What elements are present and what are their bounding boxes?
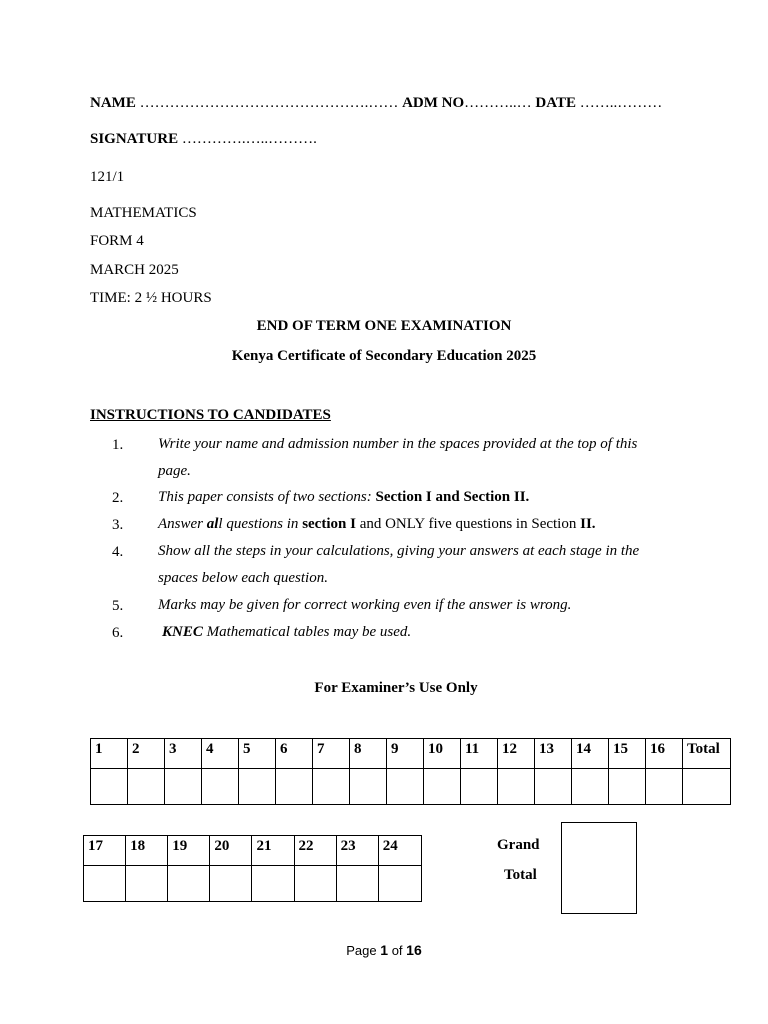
mark-cell[interactable] bbox=[535, 769, 572, 805]
question-number-cell: 1 bbox=[91, 739, 128, 769]
mark-cell[interactable] bbox=[91, 769, 128, 805]
question-number-cell: 18 bbox=[126, 836, 168, 866]
adm-no-label: ADM NO bbox=[402, 95, 465, 111]
examiner-heading: For Examiner’s Use Only bbox=[314, 680, 478, 696]
mark-cell[interactable] bbox=[239, 769, 276, 805]
date-field[interactable]: ……..……… bbox=[575, 95, 663, 111]
marks-table-2 bbox=[83, 835, 422, 902]
question-number-cell: 10 bbox=[424, 739, 461, 769]
adm-no-field[interactable]: ………..… bbox=[464, 95, 536, 111]
exam-title: END OF TERM ONE EXAMINATION bbox=[256, 318, 512, 334]
mark-cell[interactable] bbox=[313, 769, 350, 805]
question-number-cell: 21 bbox=[252, 836, 294, 866]
instruction-text-bold: II. bbox=[580, 516, 596, 532]
name-label: NAME bbox=[90, 95, 136, 111]
current-page-number: 1 bbox=[380, 942, 389, 958]
instructions-heading: INSTRUCTIONS TO CANDIDATES bbox=[90, 407, 331, 423]
candidate-details-line bbox=[90, 94, 662, 112]
exam-time: TIME: 2 ½ HOURS bbox=[90, 290, 212, 306]
instruction-number: 4. bbox=[112, 544, 124, 560]
question-number-cell: 7 bbox=[313, 739, 350, 769]
instruction-text: Write your name and admission number in the spaces provided at the top of this page. bbox=[158, 436, 638, 479]
grand-total-label-line-2: Total bbox=[504, 867, 537, 883]
exam-subtitle: Kenya Certificate of Secondary Education 2025 bbox=[231, 348, 537, 364]
total-header-cell: Total bbox=[683, 739, 731, 769]
instruction-text-bold: al bbox=[206, 516, 219, 532]
question-number-cell: 6 bbox=[276, 739, 313, 769]
mark-cell[interactable] bbox=[498, 769, 535, 805]
question-number-cell: 19 bbox=[168, 836, 210, 866]
question-number-cell: 24 bbox=[378, 836, 421, 866]
instruction-number: 1. bbox=[112, 437, 124, 453]
mark-cell[interactable] bbox=[387, 769, 424, 805]
signature-label: SIGNATURE bbox=[90, 131, 179, 147]
mark-cell[interactable] bbox=[609, 769, 646, 805]
mark-cell[interactable] bbox=[128, 769, 165, 805]
mark-cell[interactable] bbox=[210, 866, 252, 902]
paper-code: 121/1 bbox=[90, 169, 125, 185]
instruction-text-bold: Section I and Section II. bbox=[375, 489, 530, 505]
mark-cell[interactable] bbox=[424, 769, 461, 805]
mark-cell[interactable] bbox=[294, 866, 336, 902]
question-number-cell: 11 bbox=[461, 739, 498, 769]
mark-cell[interactable] bbox=[461, 769, 498, 805]
question-number-cell: 2 bbox=[128, 739, 165, 769]
question-number-cell: 22 bbox=[294, 836, 336, 866]
instruction-number: 3. bbox=[112, 517, 124, 533]
marks-table-1 bbox=[90, 738, 731, 805]
question-number-cell: 4 bbox=[202, 739, 239, 769]
page-word: Page bbox=[346, 943, 377, 958]
instruction-text-part: This paper consists of two sections: bbox=[158, 489, 376, 505]
instruction-text-part: Answer bbox=[158, 516, 207, 532]
mark-cell[interactable] bbox=[126, 866, 168, 902]
instruction-text: Marks may be given for correct working even if the answer is wrong. bbox=[158, 597, 572, 613]
question-number-cell: 20 bbox=[210, 836, 252, 866]
signature-field[interactable]: ………….…..………. bbox=[178, 131, 317, 147]
question-number-cell: 15 bbox=[609, 739, 646, 769]
question-number-cell: 14 bbox=[572, 739, 609, 769]
instruction-text bbox=[158, 484, 658, 511]
mark-cell[interactable] bbox=[572, 769, 609, 805]
exam-date: MARCH 2025 bbox=[90, 262, 179, 278]
instruction-text-bold: KNEC bbox=[162, 624, 203, 640]
question-number-cell: 17 bbox=[84, 836, 126, 866]
question-number-cell: 23 bbox=[336, 836, 378, 866]
of-word: of bbox=[391, 943, 403, 958]
mark-cell[interactable] bbox=[168, 866, 210, 902]
mark-cell[interactable] bbox=[202, 769, 239, 805]
page-footer bbox=[0, 942, 768, 958]
total-pages-number: 16 bbox=[406, 942, 422, 958]
instruction-text bbox=[162, 619, 662, 646]
instruction-text bbox=[158, 511, 658, 538]
mark-cell[interactable] bbox=[252, 866, 294, 902]
signature-line bbox=[90, 130, 317, 148]
form-level: FORM 4 bbox=[90, 233, 144, 249]
question-number-cell: 16 bbox=[646, 739, 683, 769]
question-number-cell: 13 bbox=[535, 739, 572, 769]
question-number-cell: 3 bbox=[165, 739, 202, 769]
subject: MATHEMATICS bbox=[90, 205, 197, 221]
question-number-cell: 9 bbox=[387, 739, 424, 769]
question-number-cell: 12 bbox=[498, 739, 535, 769]
question-number-cell: 5 bbox=[239, 739, 276, 769]
instruction-text-part: Mathematical tables may be used. bbox=[202, 624, 412, 640]
mark-cell[interactable] bbox=[336, 866, 378, 902]
mark-cell[interactable] bbox=[646, 769, 683, 805]
instruction-number: 2. bbox=[112, 490, 124, 506]
mark-cell[interactable] bbox=[165, 769, 202, 805]
mark-cell[interactable] bbox=[350, 769, 387, 805]
instruction-number: 6. bbox=[112, 625, 124, 641]
mark-cell[interactable] bbox=[276, 769, 313, 805]
instruction-text-part: and ONLY five questions in Section bbox=[355, 516, 581, 532]
grand-total-box[interactable] bbox=[561, 822, 637, 914]
total-mark-cell[interactable] bbox=[683, 769, 731, 805]
name-field[interactable]: ……………………………………….…… bbox=[135, 95, 403, 111]
question-number-cell: 8 bbox=[350, 739, 387, 769]
mark-cell[interactable] bbox=[84, 866, 126, 902]
instruction-text-bold: section I bbox=[302, 516, 356, 532]
instruction-text-part: l questions in bbox=[218, 516, 303, 532]
date-label: DATE bbox=[535, 95, 576, 111]
instruction-number: 5. bbox=[112, 598, 124, 614]
instruction-text: Show all the steps in your calculations, giving your answers at each stage in the spaces below each question. bbox=[158, 543, 640, 586]
mark-cell[interactable] bbox=[378, 866, 421, 902]
grand-total-label-line-1: Grand bbox=[497, 837, 540, 853]
